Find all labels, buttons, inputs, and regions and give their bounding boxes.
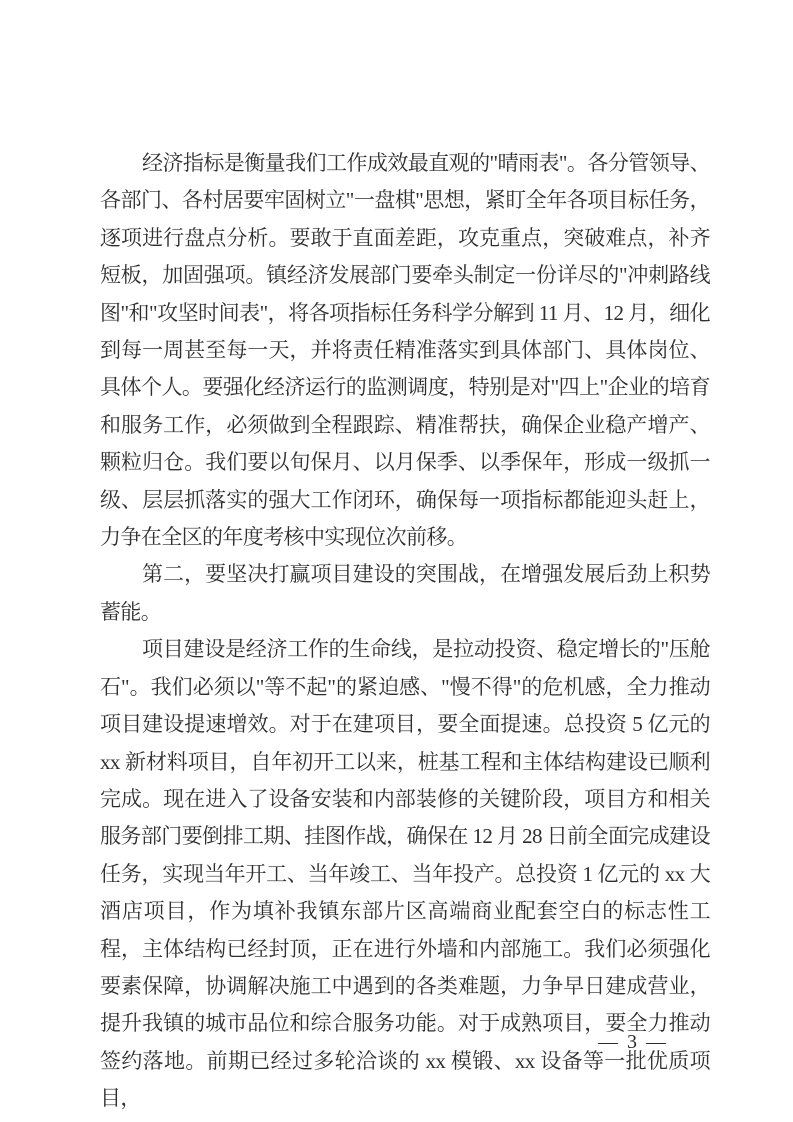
page-number: — 3 — — [598, 1031, 668, 1053]
paragraph-economic-indicators: 经济指标是衡量我们工作成效最直观的"晴雨表"。各分管领导、各部门、各村居要牢固树立"一盘棋"思想，紧盯全年各项目标任务，逐项进行盘点分析。要敢于直面差距，攻克重点，突破难点，补齐短板，加固强项。镇经济发展部门要牵头制定一份详尽的"冲刺路线图"和"攻坚时间表"，将各项指标任务科学分解到 11 月、12 月，细化到每一周甚至每一天，并将责任精准落实到具体部门、具体岗位、具体个人。要强化经济运行的监测调度，特别是对"四上"企业的培育和服务工作，必须做到全程跟踪、精准帮扶，确保企业稳产增产、颗粒归仓。我们要以旬保月、以月保季、以季保年，形成一级抓一级、层层抓落实的强大工作闭环，确保每一项指标都能迎头赶上，力争在全区的年度考核中实现位次前移。 — [100, 151, 710, 550]
paragraph-project-construction: 项目建设是经济工作的生命线，是拉动投资、稳定增长的"压舱石"。我们必须以"等不起"的紧迫感、"慢不得"的危机感，全力推动项目建设提速增效。对于在建项目，要全面提速。总投资 5 亿元的 xx 新材料项目，自年初开工以来，桩基工程和主体结构建设已顺利完成。现在进入了设备安装和内部装修的关键阶段，项目方和相关服务部门要倒排工期、挂图作战，确保在 12 月 28 日前全面完成建设任务，实现当年开工、当年竣工、当年投产。总投资 1 亿元的 xx 大酒店项目，作为填补我镇东部片区高端商业配套空白的标志性工程，主体结构已经封顶，正在进行外墙和内部施工。我们必须强化要素保障，协调解决施工中遇到的各类难题，力争早日建成营业，提升我镇的城市品位和综合服务功能。对于成熟项目，要全力推动签约落地。前期已经过多轮洽谈的 xx 模锻、xx 设备等一批优质项目， — [100, 637, 710, 1111]
paragraph-section-two-heading: 第二，要坚决打赢项目建设的突围战，在增强发展后劲上积势蓄能。 — [100, 562, 710, 624]
document-body — [100, 145, 710, 1118]
